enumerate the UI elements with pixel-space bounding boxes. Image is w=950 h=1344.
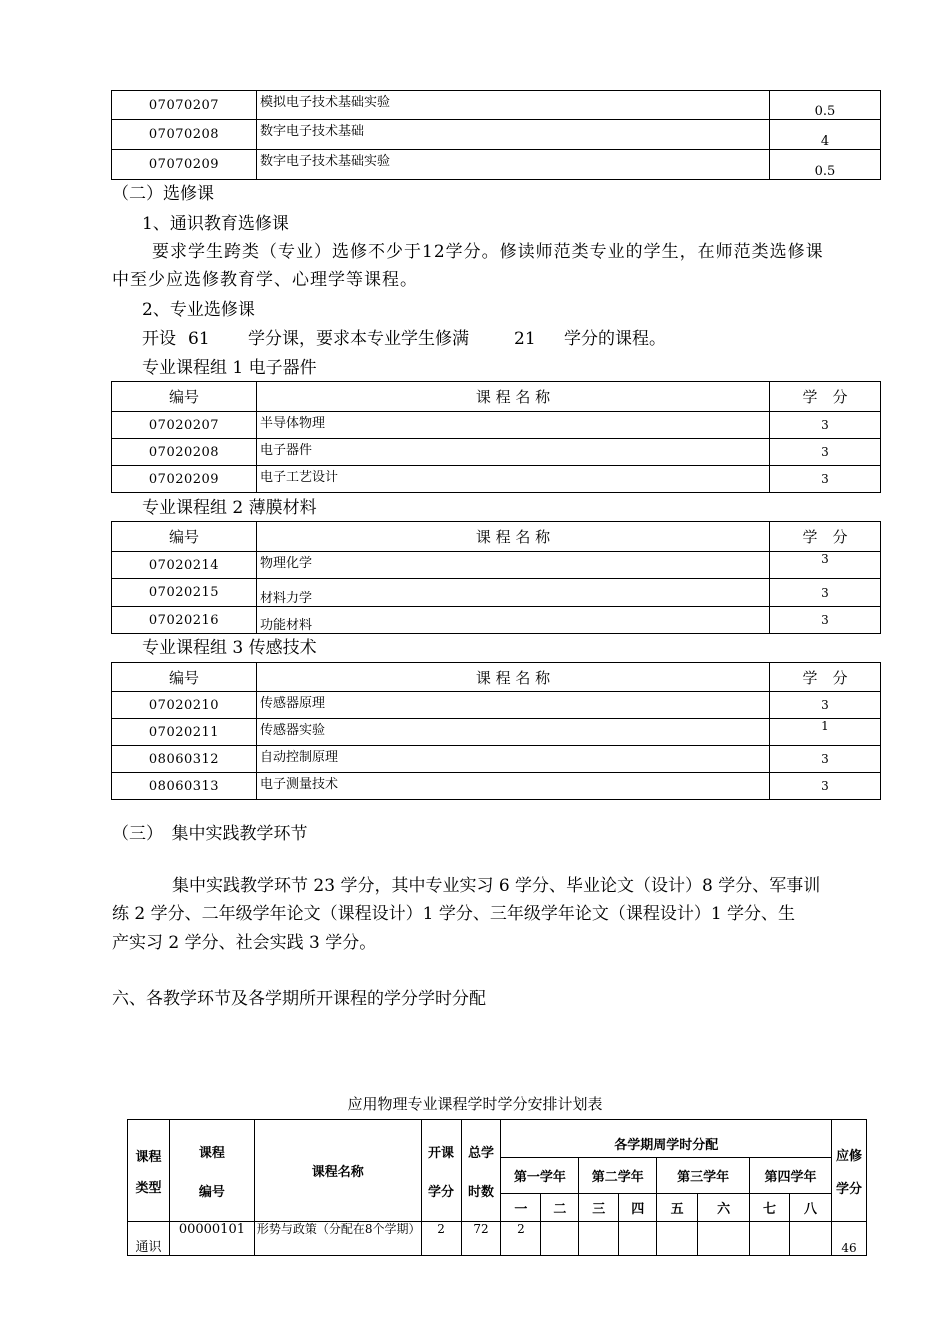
course-type: 通识 [128,1222,170,1256]
table-header-row [112,382,881,412]
term-hours [619,1222,657,1256]
course-group-table [111,521,881,634]
col-header-code: 编号 [112,382,257,412]
course-code: 00000101 [169,1222,254,1256]
paragraph-number: 61 [188,329,210,349]
course-name: 半导体物理 [257,412,770,439]
course-credit: 4 [770,120,881,150]
course-code: 07020216 [112,607,257,634]
table-row [112,91,881,120]
open-credit: 2 [421,1222,461,1256]
course-code: 07020214 [112,552,257,579]
group-title: 专业课程组 1 电子器件 [142,358,317,378]
col-header-term: 六 [698,1194,750,1222]
table-row [112,773,881,800]
section-heading: （二）选修课 [112,184,214,204]
course-code: 07020211 [112,719,257,746]
paragraph-segment: 学分的课程。 [564,329,666,349]
paragraph-number: 21 [514,329,536,349]
col-header-name: 课 程 名 称 [257,382,770,412]
course-credit: 3 [770,746,881,773]
course-name: 材料力学 [257,579,770,607]
course-code: 08060312 [112,746,257,773]
header-line: 总学 [467,1145,494,1161]
col-header-term: 四 [619,1194,657,1222]
required-credit: 46 [831,1222,866,1256]
col-header-code [169,1120,254,1222]
course-code: 07070208 [112,120,257,150]
col-header-code: 编号 [112,522,257,552]
header-line: 时数 [467,1184,494,1200]
course-name: 功能材料 [257,607,770,634]
paragraph-line: 要求学生跨类（专业）选修不少于12学分。修读师范类专业的学生，在师范类选修课 [152,242,824,262]
course-credit: 3 [770,607,881,634]
table-header-row [112,663,881,692]
course-name: 传感器实验 [257,719,770,746]
section-heading: （三） 集中实践教学环节 [112,824,308,844]
term-hours [698,1222,750,1256]
col-header-credit: 学 分 [770,663,881,692]
table-header-row [128,1120,867,1158]
course-name: 数字电子技术基础 [257,120,770,150]
paragraph-line: 中至少应选修教育学、心理学等课程。 [112,270,418,290]
course-credit: 3 [770,552,881,579]
course-credit: 0.5 [770,150,881,180]
col-header-term: 七 [750,1194,790,1222]
course-credit: 3 [770,773,881,800]
header-line: 开课 [428,1145,455,1161]
course-name: 电子器件 [257,439,770,466]
course-table-top [111,90,881,180]
course-name: 数字电子技术基础实验 [257,150,770,180]
subsection-heading: 1、通识教育选修课 [142,214,289,234]
col-header-term: 八 [790,1194,832,1222]
course-code: 07020210 [112,692,257,719]
total-hours: 72 [461,1222,501,1256]
course-credit: 3 [770,412,881,439]
col-header-year: 第一学年 [501,1158,579,1194]
course-name: 形势与政策（分配在8个学期） [254,1222,421,1256]
course-code: 07020207 [112,412,257,439]
col-header-credit: 学 分 [770,382,881,412]
subsection-heading: 2、专业选修课 [142,300,255,320]
col-header-credit: 学 分 [770,522,881,552]
table-row [112,150,881,180]
course-name: 物理化学 [257,552,770,579]
term-hours [790,1222,832,1256]
table-caption: 应用物理专业课程学时学分安排计划表 [347,1095,603,1113]
course-group-table [111,662,881,800]
header-line: 学分 [835,1181,862,1197]
course-credit: 3 [770,439,881,466]
table-row [112,746,881,773]
header-line: 学分 [428,1184,455,1200]
table-row [112,719,881,746]
term-hours [750,1222,790,1256]
course-name: 传感器原理 [257,692,770,719]
col-header-name: 课程名称 [254,1120,421,1222]
course-credit: 0.5 [770,91,881,120]
course-code: 07020208 [112,439,257,466]
course-credit: 3 [770,579,881,607]
header-line: 课程 [198,1145,225,1161]
table-row [112,692,881,719]
course-name: 模拟电子技术基础实验 [257,91,770,120]
paragraph-segment: 开设 [142,329,176,349]
header-line: 类型 [135,1180,162,1196]
course-group-table [111,381,881,493]
table-header-row [112,522,881,552]
course-code: 08060313 [112,773,257,800]
course-credit: 1 [770,719,881,746]
group-title: 专业课程组 3 传感技术 [142,638,317,658]
table-row [112,412,881,439]
col-header-required-credit [831,1120,866,1222]
table-row [112,466,881,493]
course-code: 07020215 [112,579,257,607]
paragraph-line: 集中实践教学环节 23 学分，其中专业实习 6 学分、毕业论文（设计）8 学分、军事训 [172,876,821,896]
header-line: 编号 [198,1184,225,1200]
col-header-code: 编号 [112,663,257,692]
col-header-term: 二 [541,1194,579,1222]
header-line: 课程 [135,1149,162,1165]
col-header-year: 第三学年 [657,1158,750,1194]
col-header-name: 课 程 名 称 [257,522,770,552]
col-header-year: 第二学年 [579,1158,657,1194]
table-row [112,552,881,579]
paragraph-line: 产实习 2 学分、社会实践 3 学分。 [112,933,377,953]
col-header-total-hours [461,1120,501,1222]
course-code: 07070209 [112,150,257,180]
table-row [128,1222,867,1256]
term-hours [657,1222,698,1256]
col-header-name: 课 程 名 称 [257,663,770,692]
col-header-semesters: 各学期周学时分配 [501,1120,831,1158]
col-header-term: 五 [657,1194,698,1222]
table-row [112,607,881,634]
term-hours: 2 [501,1222,541,1256]
col-header-type [128,1120,170,1222]
paragraph-segment: 学分课，要求本专业学生修满 [248,329,469,349]
header-line: 应修 [835,1148,862,1164]
col-header-term: 一 [501,1194,541,1222]
col-header-term: 三 [579,1194,619,1222]
table-row [112,579,881,607]
col-header-open-credit [421,1120,461,1222]
course-credit: 3 [770,692,881,719]
table-row [112,120,881,150]
course-name: 电子测量技术 [257,773,770,800]
col-header-year: 第四学年 [750,1158,832,1194]
term-hours [541,1222,579,1256]
group-title: 专业课程组 2 薄膜材料 [142,498,317,518]
course-code: 07020209 [112,466,257,493]
section-heading: 六、各教学环节及各学期所开课程的学分学时分配 [112,989,486,1009]
term-hours [579,1222,619,1256]
plan-table [127,1119,867,1256]
course-code: 07070207 [112,91,257,120]
course-credit: 3 [770,466,881,493]
course-name: 电子工艺设计 [257,466,770,493]
course-name: 自动控制原理 [257,746,770,773]
table-row [112,439,881,466]
paragraph-line: 练 2 学分、二年级学年论文（课程设计）1 学分、三年级学年论文（课程设计）1 学分、生 [112,904,796,924]
